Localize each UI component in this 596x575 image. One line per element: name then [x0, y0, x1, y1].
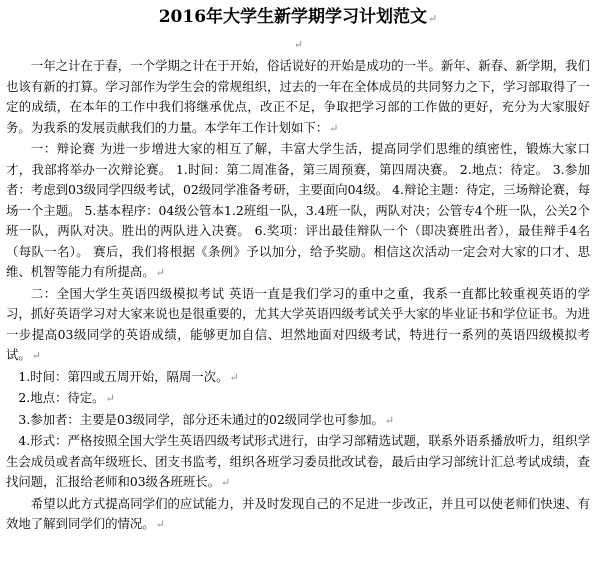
- paragraph-text: 4.形式：严格按照全国大学生英语四级考试形式进行，由学习部精选试题，联系外语系播放听力，组织学生会成员或者高年级班长、团支书监考，组织各班学习委员批改试卷，最后由学习部统计汇总考试成绩，查找问题，汇报给老师和03级各班班长。: [6, 433, 590, 489]
- paragraph-mark-icon: ↵: [105, 392, 115, 405]
- paragraph-mark-icon: ↵: [329, 121, 339, 135]
- paragraph-exam-time: [6, 367, 590, 389]
- blank-line: [6, 34, 590, 56]
- document-title: [6, 6, 590, 30]
- paragraph-intro: [6, 56, 590, 139]
- paragraph-closing: [6, 494, 590, 536]
- paragraph-mark-icon: ↵: [155, 266, 165, 279]
- paragraph-mark-icon: ↵: [31, 349, 41, 362]
- paragraph-text: 2.地点：待定。: [18, 390, 105, 405]
- document-title-text: 2016年大学生新学期学习计划范文: [158, 7, 428, 27]
- paragraph-mark-icon: ↵: [428, 12, 438, 25]
- paragraph-exam-participants: [6, 410, 590, 432]
- paragraph-text: 3.参加者：主要是03级同学，部分还未通过的02级同学也可参加。: [18, 411, 384, 427]
- paragraph-mark-icon: ↵: [384, 413, 395, 427]
- paragraph-english-exam: [6, 284, 590, 367]
- paragraph-text: 二：全国大学生英语四级模拟考试 英语一直是我们学习的重中之重，我系一直都比较重视英语的学习，抓好英语学习对大家来说也是很重要的，尤其大学英语四级考试关乎大家的毕业证书和学位证书。为进一步提高03级同学的英语成绩，能够更加自信、坦然地面对四级考试，特进行一系列的英语四级模拟考试。: [6, 285, 590, 362]
- paragraph-exam-format: [6, 431, 590, 494]
- paragraph-text: 1.时间：第四或五周开始，隔周一次。: [18, 368, 229, 384]
- paragraph-debate: [6, 139, 590, 284]
- paragraph-text: 一年之计在于春，一个学期之计在于开始，俗话说好的开始是成功的一半。新年、新春、新学期，我们也该有新的打算。学习部作为学生会的常规组织，过去的一年在全体成员的共同努力之下，学习部取得了一定的成绩，在本年的工作中我们将继承优点，改正不足，争取把学习部的工作做的更好，充分为大家服好务。为我系的发展贡献我们的力量。本学年工作计划如下：: [6, 58, 590, 135]
- paragraph-text: 希望以此方式提高同学们的应试能力，并及时发现自己的不足进一步改正，并且可以使老师们快速、有效地了解到同学们的情况。: [6, 495, 590, 531]
- paragraph-mark-icon: ↵: [229, 370, 239, 384]
- paragraph-exam-location: [6, 388, 590, 410]
- paragraph-mark-icon: ↵: [155, 518, 165, 531]
- paragraph-text: 一：辩论赛 为进一步增进大家的相互了解，丰富大学生活，提高同学们思维的缜密性，锻炼大家口才，我部将举办一次辩论赛。 1.时间：第二周准备，第三周预赛，第四周决赛。 2.地点：待定。 3.参加者：考虑到03级同学四级考试，02级同学准备考研，主要面向04级。 4.辩论主题：待定，三场辩论赛，每场一个主题。 5.基本程序：04级公管本1.2班组一队，3.4班一队，两队对决；公管专4个班一队，公关2个班一队，两队对决。胜出的两队进入决赛。 6.奖项：评出最佳辩队一个（即决赛胜出者），最佳辩手4名（每队一名）。 赛后，我们将根据《条例》予以加分，给予奖励。相信这次活动一定会对大家的口才、思维、机智等能力有所提高。: [6, 141, 590, 279]
- paragraph-mark-icon: ↵: [293, 38, 304, 51]
- paragraph-mark-icon: ↵: [221, 476, 231, 489]
